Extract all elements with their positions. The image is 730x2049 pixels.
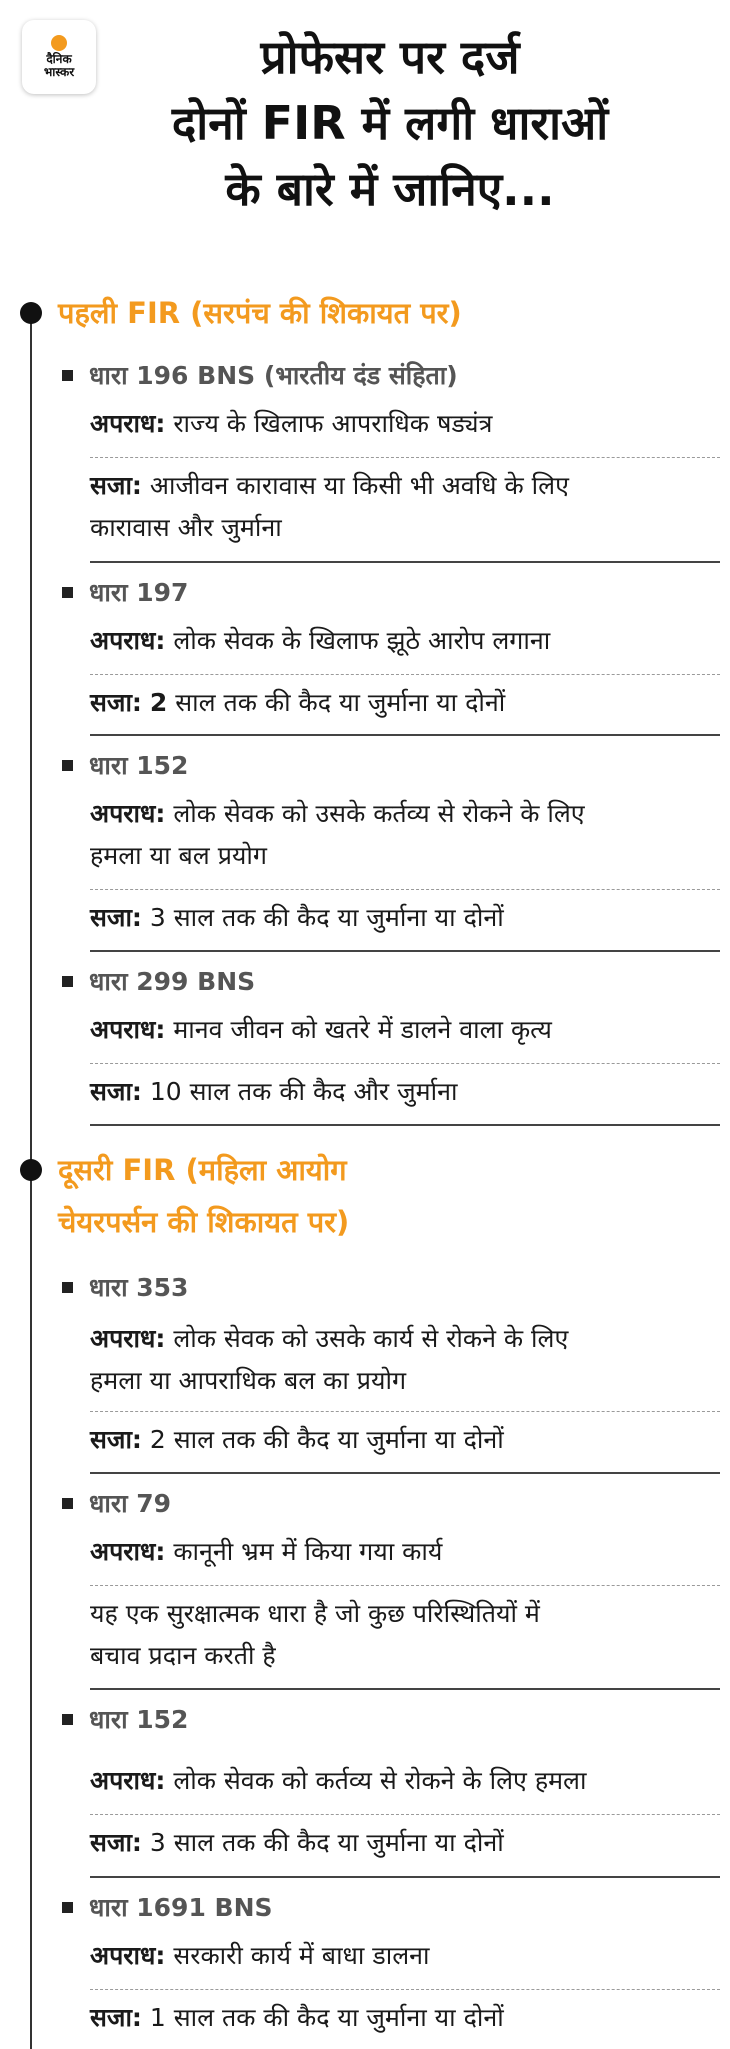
offense-label: अपराध: <box>90 409 166 438</box>
item-divider <box>90 950 720 952</box>
offense-text: लोक सेवक को उसके कर्तव्य से रोकने के लिए <box>173 799 585 828</box>
item-heading <box>62 1270 702 1306</box>
item-heading-text: धारा 299 BNS <box>89 967 256 996</box>
offense-label: अपराध: <box>90 1537 166 1566</box>
penalty-row <box>90 682 720 724</box>
item-heading-text: धारा 79 <box>89 1489 172 1518</box>
offense-row <box>90 793 720 877</box>
separator <box>90 1411 720 1412</box>
offense-label: अपराध: <box>90 1324 166 1353</box>
section-2-dot <box>20 1159 42 1181</box>
bullet-icon <box>62 1282 73 1293</box>
offense-row <box>90 1531 720 1573</box>
offense-label: अपराध: <box>90 626 166 655</box>
item-divider <box>90 1124 720 1126</box>
offense-label: अपराध: <box>90 1766 166 1795</box>
penalty-text: 3 साल तक की कैद या जुर्माना या दोनों <box>149 1828 504 1857</box>
offense-row <box>90 1935 720 1977</box>
item-divider <box>90 1876 720 1878</box>
item-heading <box>62 1702 702 1738</box>
item-divider <box>90 1472 720 1474</box>
item-divider <box>90 561 720 563</box>
offense-text: मानव जीवन को खतरे में डालने वाला कृत्य <box>173 1015 552 1044</box>
item-divider <box>90 734 720 736</box>
penalty-label: सजा: <box>90 903 142 932</box>
bullet-icon <box>62 370 73 381</box>
offense-text: कानूनी भ्रम में किया गया कार्य <box>173 1537 443 1566</box>
item-heading <box>62 748 702 784</box>
penalty-number: 2 <box>149 688 168 717</box>
offense-text: लोक सेवक के खिलाफ झूठे आरोप लगाना <box>173 626 551 655</box>
section-1-dot <box>20 302 42 324</box>
item-heading <box>62 1890 702 1926</box>
offense-text-cont: हमला या बल प्रयोग <box>90 841 267 870</box>
offense-row <box>90 403 720 445</box>
item-heading <box>62 358 702 394</box>
note-text: यह एक सुरक्षात्मक धारा है जो कुछ परिस्थितियों में <box>90 1599 540 1628</box>
penalty-label: सजा: <box>90 471 142 500</box>
separator <box>90 1063 720 1064</box>
item-heading <box>62 1486 702 1522</box>
logo-text-line2: भास्कर <box>43 65 75 79</box>
title-line-3: के बारे में जानिए... <box>225 162 555 216</box>
offense-text-cont: हमला या आपराधिक बल का प्रयोग <box>90 1366 407 1395</box>
section-2-title <box>58 1144 698 1248</box>
offense-row <box>90 620 720 662</box>
penalty-row <box>90 1419 720 1461</box>
item-heading-text: धारा 353 <box>89 1273 189 1302</box>
note-row <box>90 1593 720 1677</box>
item-heading-text: धारा 1691 BNS <box>89 1893 273 1922</box>
item-heading-text: धारा 152 <box>89 751 189 780</box>
logo-text-line1: दैनिक <box>46 52 72 66</box>
section-2-title-line1: दूसरी FIR (महिला आयोग <box>58 1153 347 1187</box>
bullet-icon <box>62 1498 73 1509</box>
penalty-row <box>90 465 720 549</box>
item-heading <box>62 964 702 1000</box>
penalty-text: 10 साल तक की कैद और जुर्माना <box>149 1077 458 1106</box>
separator <box>90 1989 720 1990</box>
penalty-label: सजा: <box>90 1077 142 1106</box>
item-heading-text: धारा 197 <box>89 578 189 607</box>
penalty-text: साल तक की कैद या जुर्माना या दोनों <box>175 688 506 717</box>
separator <box>90 457 720 458</box>
bullet-icon <box>62 1714 73 1725</box>
penalty-label: सजा: <box>90 688 142 717</box>
note-text-cont: बचाव प्रदान करती है <box>90 1641 276 1670</box>
offense-label: अपराध: <box>90 1941 166 1970</box>
separator <box>90 889 720 890</box>
title-line-2: दोनों FIR में लगी धाराओं <box>171 96 609 150</box>
offense-row <box>90 1760 720 1802</box>
offense-row <box>90 1009 720 1051</box>
offense-row <box>90 1318 720 1402</box>
penalty-row <box>90 1822 720 1864</box>
separator <box>90 674 720 675</box>
offense-text: सरकारी कार्य में बाधा डालना <box>173 1941 430 1970</box>
section-2-title-line2: चेयरपर्सन की शिकायत पर) <box>58 1205 350 1239</box>
offense-label: अपराध: <box>90 799 166 828</box>
offense-text: लोक सेवक को कर्तव्य से रोकने के लिए हमला <box>173 1766 587 1795</box>
title-line-1: प्रोफेसर पर दर्ज <box>260 30 520 84</box>
sun-icon <box>51 35 67 51</box>
offense-text: राज्य के खिलाफ आपराधिक षड्यंत्र <box>173 409 493 438</box>
penalty-text-cont: कारावास और जुर्माना <box>90 513 282 542</box>
penalty-label: सजा: <box>90 2003 142 2032</box>
penalty-text: 2 साल तक की कैद या जुर्माना या दोनों <box>149 1425 504 1454</box>
bullet-icon <box>62 976 73 987</box>
item-heading-text: धारा 196 BNS (भारतीय दंड संहिता) <box>89 361 458 390</box>
penalty-text: 3 साल तक की कैद या जुर्माना या दोनों <box>149 903 504 932</box>
penalty-label: सजा: <box>90 1425 142 1454</box>
bullet-icon <box>62 587 73 598</box>
penalty-text: आजीवन कारावास या किसी भी अवधि के लिए <box>149 471 569 500</box>
penalty-row <box>90 1997 720 2039</box>
separator <box>90 1814 720 1815</box>
section-1-title: पहली FIR (सरपंच की शिकायत पर) <box>58 296 462 330</box>
item-heading <box>62 575 702 611</box>
page-title <box>70 24 710 222</box>
offense-text: लोक सेवक को उसके कार्य से रोकने के लिए <box>173 1324 569 1353</box>
bullet-icon <box>62 760 73 771</box>
separator <box>90 1585 720 1586</box>
offense-label: अपराध: <box>90 1015 166 1044</box>
item-divider <box>90 1688 720 1690</box>
item-heading-text: धारा 152 <box>89 1705 189 1734</box>
penalty-row <box>90 1071 720 1113</box>
bullet-icon <box>62 1902 73 1913</box>
penalty-text: 1 साल तक की कैद या जुर्माना या दोनों <box>149 2003 504 2032</box>
penalty-row <box>90 897 720 939</box>
penalty-label: सजा: <box>90 1828 142 1857</box>
